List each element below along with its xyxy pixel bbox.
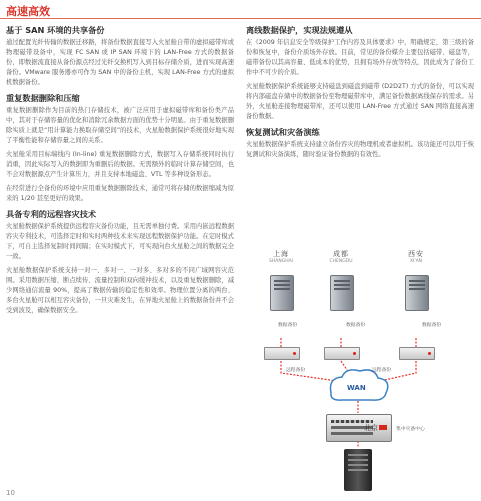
wan-cloud-label: WAN	[347, 384, 366, 392]
heading-dedup: 重复数据删除和压缩	[6, 93, 80, 103]
para-offline-2: 火星舱数据保护系统能够支持磁盘到磁盘到磁带 (D2D2T) 方式的备份，可以实现将内部磁盘存储中的数据备份至物理磁带库中，满足备份数据离线保存的需求。另外，火星舱连接物理磁带库，还可以使用 LAN-Free 方式通过 SAN 网络直接高速备份数据。	[246, 83, 474, 120]
para-remote-dr-1: 火星舱数据保护系统提供远程容灾备份功能，且无需单独付费。采用内嵌远程数据容灾专利技术，可选择定时和实时两种技术来实现远程数据保护功能。在定时模式下，可自主选择复制时间间隔；在实时模式下，可实现向台火星舱之间的数据完全一致。	[6, 223, 234, 260]
city-xian: 西安 XI'AN	[408, 250, 424, 264]
left-column	[6, 24, 234, 320]
section-title: 高速高效	[6, 5, 50, 18]
heading-recovery-test: 恢复测试和灾备演练	[246, 127, 320, 137]
server-chengdu	[330, 275, 354, 311]
city-shanghai: 上海 SHANGHAI	[269, 250, 293, 264]
nas-shanghai	[264, 347, 300, 360]
hq-city: 北京	[364, 424, 378, 432]
server-xian	[405, 275, 429, 311]
para-recovery-test: 火星舱数据保护系统支持建立备份容灾的物理机或者虚拟机。该功能还可以用于恢复测试和灾备演练，随时验证备份数据的有效性。	[246, 141, 474, 158]
server-shanghai	[270, 275, 294, 311]
page-number: 10	[6, 489, 15, 497]
para-dedup-1: 重复数据删除作为目前的热门存储技术，被广泛应用于虚拟磁带库和备份类产品中，其对于存储容量的优化和消除冗余数据方面的优势十分明显。由于重复数据删除实质上就是“用计算能力换取存储空间”的技术，火星舱数据保护系统很好地实现了平衡性能和存储容量之间的关系。	[6, 107, 234, 144]
header-rule	[0, 18, 481, 19]
right-column	[246, 24, 474, 164]
heading-remote-dr: 具备专利的远程容灾技术	[6, 209, 97, 219]
dr-topology-diagram	[246, 243, 474, 493]
para-offline-1: 在《2009 年信息安全等级保护工作内容及具体要求》中，明确规定，第三级的备份和恢复中，备份介质场外存放。目前，常见的备份媒介主要包括磁带、磁盘等，磁带备份以其高容量、低成本的优势，且拥有场外存放等特点，因此成为了备份工作中不可少的介质。	[246, 39, 474, 76]
label-data-backup-1: 数据备份	[278, 323, 298, 328]
label-remote-backup-2: 远程备份	[372, 368, 392, 373]
city-chengdu: 成都 CHENGDU	[329, 250, 353, 264]
tape-library-tower	[344, 449, 372, 491]
para-remote-dr-2: 火星舱数据保护系统支持一对一、多对一、一对多、多对多的不同广域网容灾范围。采用数据压缩、断点续传、流量控制和双向缓冲技术，以及重复数据删除，减少网络通信流量 90%，提高了数据传输的稳定性和效率。物理位置分离的两台、多台火星舱可以相互容灾备份，一旦灾难发生，在异地火星舱上的数据备份并不会受到波及，确保数据安全。	[6, 267, 234, 314]
heading-offline: 离线数据保护，实现法规遵从	[246, 25, 353, 35]
nas-xian	[399, 347, 435, 360]
central-storage-rack	[326, 414, 392, 442]
label-data-backup-2: 数据备份	[346, 323, 366, 328]
nas-chengdu	[324, 347, 360, 360]
para-dedup-3: 在经常进行全备份的环境中应用重复数据删除技术，通常可将存储的数据缩减为原来的 1/20 甚至更好的效果。	[6, 185, 234, 202]
hq-subtitle: 集中灾备中心	[396, 427, 425, 432]
label-data-backup-3: 数据备份	[422, 323, 442, 328]
label-remote-backup-1: 远程备份	[286, 368, 306, 373]
para-dedup-2: 火星舱采用目标端线内 (In-line) 重复数据删除方式，数据写入存储系统同时执行消重，因此实际写入的数据即为重删后的数据。无需额外的临时计算存储空间，也不会对数据源点产生计算压力，并且支持本地磁盘、VTL 等多种设备形态。	[6, 151, 234, 178]
para-san-backup: 通过配置光纤传输的数据迁移路，将备份数据直接写入火星舱自带的虚拟磁带库或物理磁带设备中，实现 FC SAN 或 IP SAN 环境下的 LAN-Free 方式的数据备份，即数据流直接从备份源点经过光纤交换机写入到目标存储介质，进而实现高速备份。VMware 服务器亦可作为 SAN 中的备份主机，实现 LAN-Free 方式的虚拟机数据备份。	[6, 39, 234, 86]
heading-san-backup: 基于 SAN 环境的共享备份	[6, 25, 105, 35]
